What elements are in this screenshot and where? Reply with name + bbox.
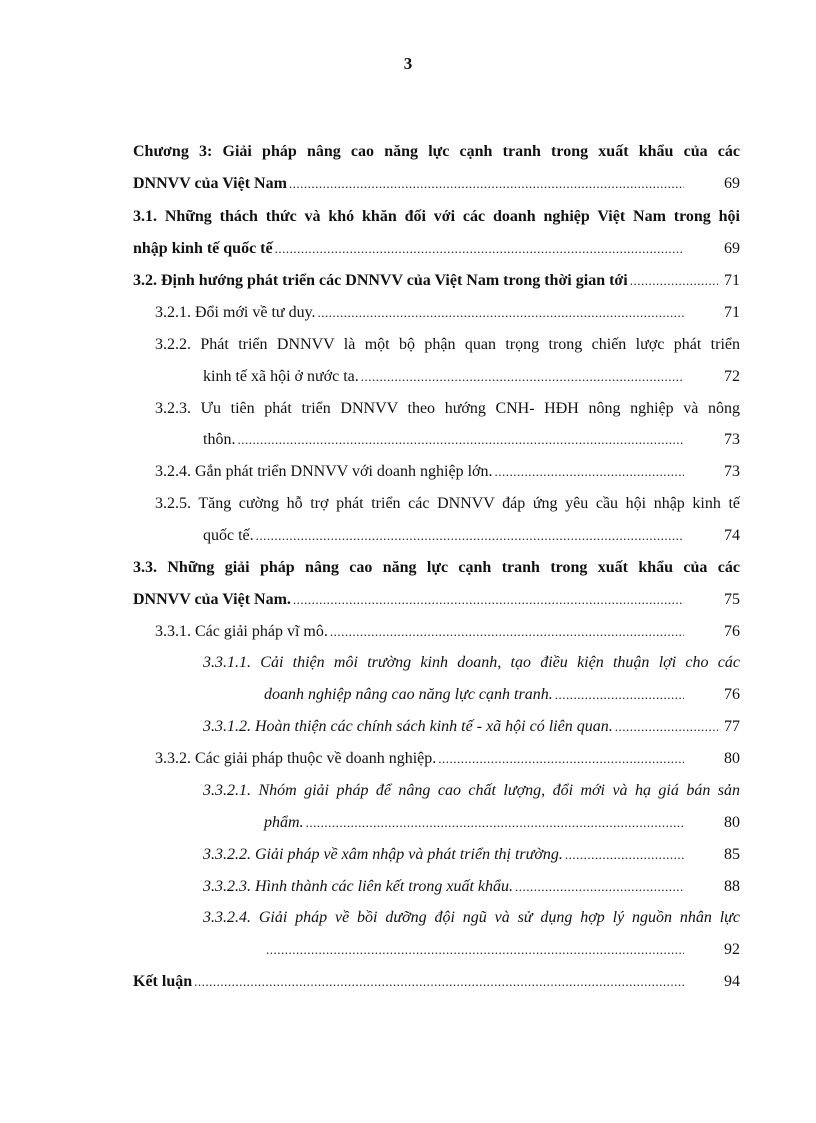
leader-dots <box>237 429 684 451</box>
leader-dots <box>555 684 684 706</box>
toc-section-3-3-2 <box>155 748 740 770</box>
leader-dots <box>306 812 684 834</box>
toc-entry-text: 3.3.2.2. Giải pháp về xâm nhập và phát triển thị trường. <box>203 846 563 863</box>
toc-entry-text: 3.2.4. Gắn phát triển DNNVV với doanh nghiệp lớn. <box>155 463 493 480</box>
toc-entry-text: quốc tế. <box>203 527 254 544</box>
leader-dots <box>361 366 684 388</box>
toc-page-number: 71 <box>724 272 740 289</box>
toc-page-number: 69 <box>724 175 740 192</box>
leader-dots <box>494 461 684 483</box>
toc-section-3-2 <box>133 270 740 292</box>
toc-chapter-3-line2 <box>133 173 740 195</box>
page-number: 3 <box>403 54 413 73</box>
toc-page-number: 88 <box>724 878 740 895</box>
toc-entry-text: doanh nghiệp nâng cao năng lực cạnh tranh. <box>264 686 553 703</box>
toc-page-number: 73 <box>724 463 740 480</box>
toc-conclusion <box>133 971 740 993</box>
toc-section-3-3-2-2 <box>203 844 740 866</box>
leader-dots <box>330 621 684 643</box>
toc-entry-text: 3.3.1.2. Hoàn thiện các chính sách kinh tế - xã hội có liên quan. <box>203 718 613 735</box>
leader-dots <box>194 971 684 993</box>
toc-section-3-1-line2 <box>133 238 740 260</box>
toc-page-number: 85 <box>724 846 740 863</box>
toc-page-number: 75 <box>724 591 740 608</box>
leader-dots <box>266 939 684 961</box>
toc-entry-text: Kết luận <box>133 973 193 990</box>
toc-page-number: 72 <box>724 368 740 385</box>
toc-entry-text: DNNVV của Việt Nam <box>133 175 287 192</box>
toc-entry-text: nhập kinh tế quốc tế <box>133 240 273 257</box>
toc-section-3-3-1 <box>155 621 740 643</box>
toc-section-3-2-1 <box>155 302 740 324</box>
toc-entry-text: 3.2.1. Đổi mới về tư duy. <box>155 304 316 321</box>
toc-page-number: 76 <box>724 623 740 640</box>
leader-dots <box>565 844 684 866</box>
toc-section-3-3-2-3 <box>203 876 740 898</box>
toc-page-number: 94 <box>724 973 740 990</box>
toc-page-number: 80 <box>724 750 740 767</box>
leader-dots <box>318 302 684 324</box>
leader-dots <box>275 238 684 260</box>
toc-entry-text: 3.3.1. Các giải pháp vĩ mô. <box>155 623 328 640</box>
toc-section-3-3-1-1-line1: 3.3.1.1. Cải thiện môi trường kinh doanh, tạo điều kiện thuận lợi cho các <box>203 654 740 671</box>
toc-section-3-1-line1: 3.1. Những thách thức và khó khăn đối với các doanh nghiệp Việt Nam trong hội <box>133 208 740 225</box>
toc-section-3-3-2-1-line2 <box>264 812 740 834</box>
toc-entry-text: DNNVV của Việt Nam. <box>133 591 291 608</box>
toc-section-3-3-2-4-line1: 3.3.2.4. Giải pháp về bồi dưỡng đội ngũ và sử dụng hợp lý nguồn nhân lực <box>203 909 740 926</box>
toc-section-3-3-2-1-line1: 3.3.2.1. Nhóm giải pháp để nâng cao chất lượng, đổi mới và hạ giá bán sản <box>203 782 740 799</box>
toc-section-3-2-4 <box>155 461 740 483</box>
leader-dots <box>515 876 684 898</box>
toc-page-number: 80 <box>724 814 740 831</box>
toc-section-3-2-2-line1: 3.2.2. Phát triển DNNVV là một bộ phận quan trọng trong chiến lược phát triển <box>155 336 740 353</box>
toc-entry-text: 3.3.2.3. Hình thành các liên kết trong xuất khẩu. <box>203 878 514 895</box>
leader-dots <box>615 716 718 738</box>
toc-page-number: 92 <box>724 941 740 958</box>
leader-dots <box>630 270 718 292</box>
leader-dots <box>256 525 684 547</box>
toc-section-3-3-1-1-line2 <box>264 684 740 706</box>
toc-section-3-3-line2 <box>133 589 740 611</box>
toc-page-number: 71 <box>724 304 740 321</box>
toc-section-3-2-5-line1: 3.2.5. Tăng cường hỗ trợ phát triển các DNNVV đáp ứng yêu cầu hội nhập kinh tế <box>155 495 740 512</box>
toc-entry-text: thôn. <box>203 431 236 448</box>
toc-page-number: 77 <box>724 718 740 735</box>
leader-dots <box>438 748 684 770</box>
leader-dots <box>289 173 684 195</box>
toc-section-3-3-1-2 <box>203 716 740 738</box>
toc-page-number: 76 <box>724 686 740 703</box>
toc-page-number: 69 <box>724 240 740 257</box>
toc-entry-text: 3.3.2. Các giải pháp thuộc về doanh nghiệp. <box>155 750 437 767</box>
toc-entry-text: kinh tế xã hội ở nước ta. <box>203 368 359 385</box>
toc-section-3-2-2-line2 <box>203 366 740 388</box>
leader-dots <box>293 589 684 611</box>
toc-section-3-2-3-line2 <box>203 429 740 451</box>
toc-page-number: 74 <box>724 527 740 544</box>
toc-section-3-2-5-line2 <box>203 525 740 547</box>
toc-section-3-3-2-4-line2 <box>264 939 740 961</box>
toc-section-3-3-line1: 3.3. Những giải pháp nâng cao năng lực cạnh tranh trong xuất khẩu của các <box>133 559 740 576</box>
toc-page-number: 73 <box>724 431 740 448</box>
toc-section-3-2-3-line1: 3.2.3. Ưu tiên phát triển DNNVV theo hướng CNH- HĐH nông nghiệp và nông <box>155 400 740 417</box>
toc-entry-text: 3.2. Định hướng phát triển các DNNVV của Việt Nam trong thời gian tới <box>133 272 628 289</box>
toc-chapter-3-line1: Chương 3: Giải pháp nâng cao năng lực cạnh tranh trong xuất khẩu của các <box>133 143 740 160</box>
toc-entry-text: phẩm. <box>264 814 304 831</box>
